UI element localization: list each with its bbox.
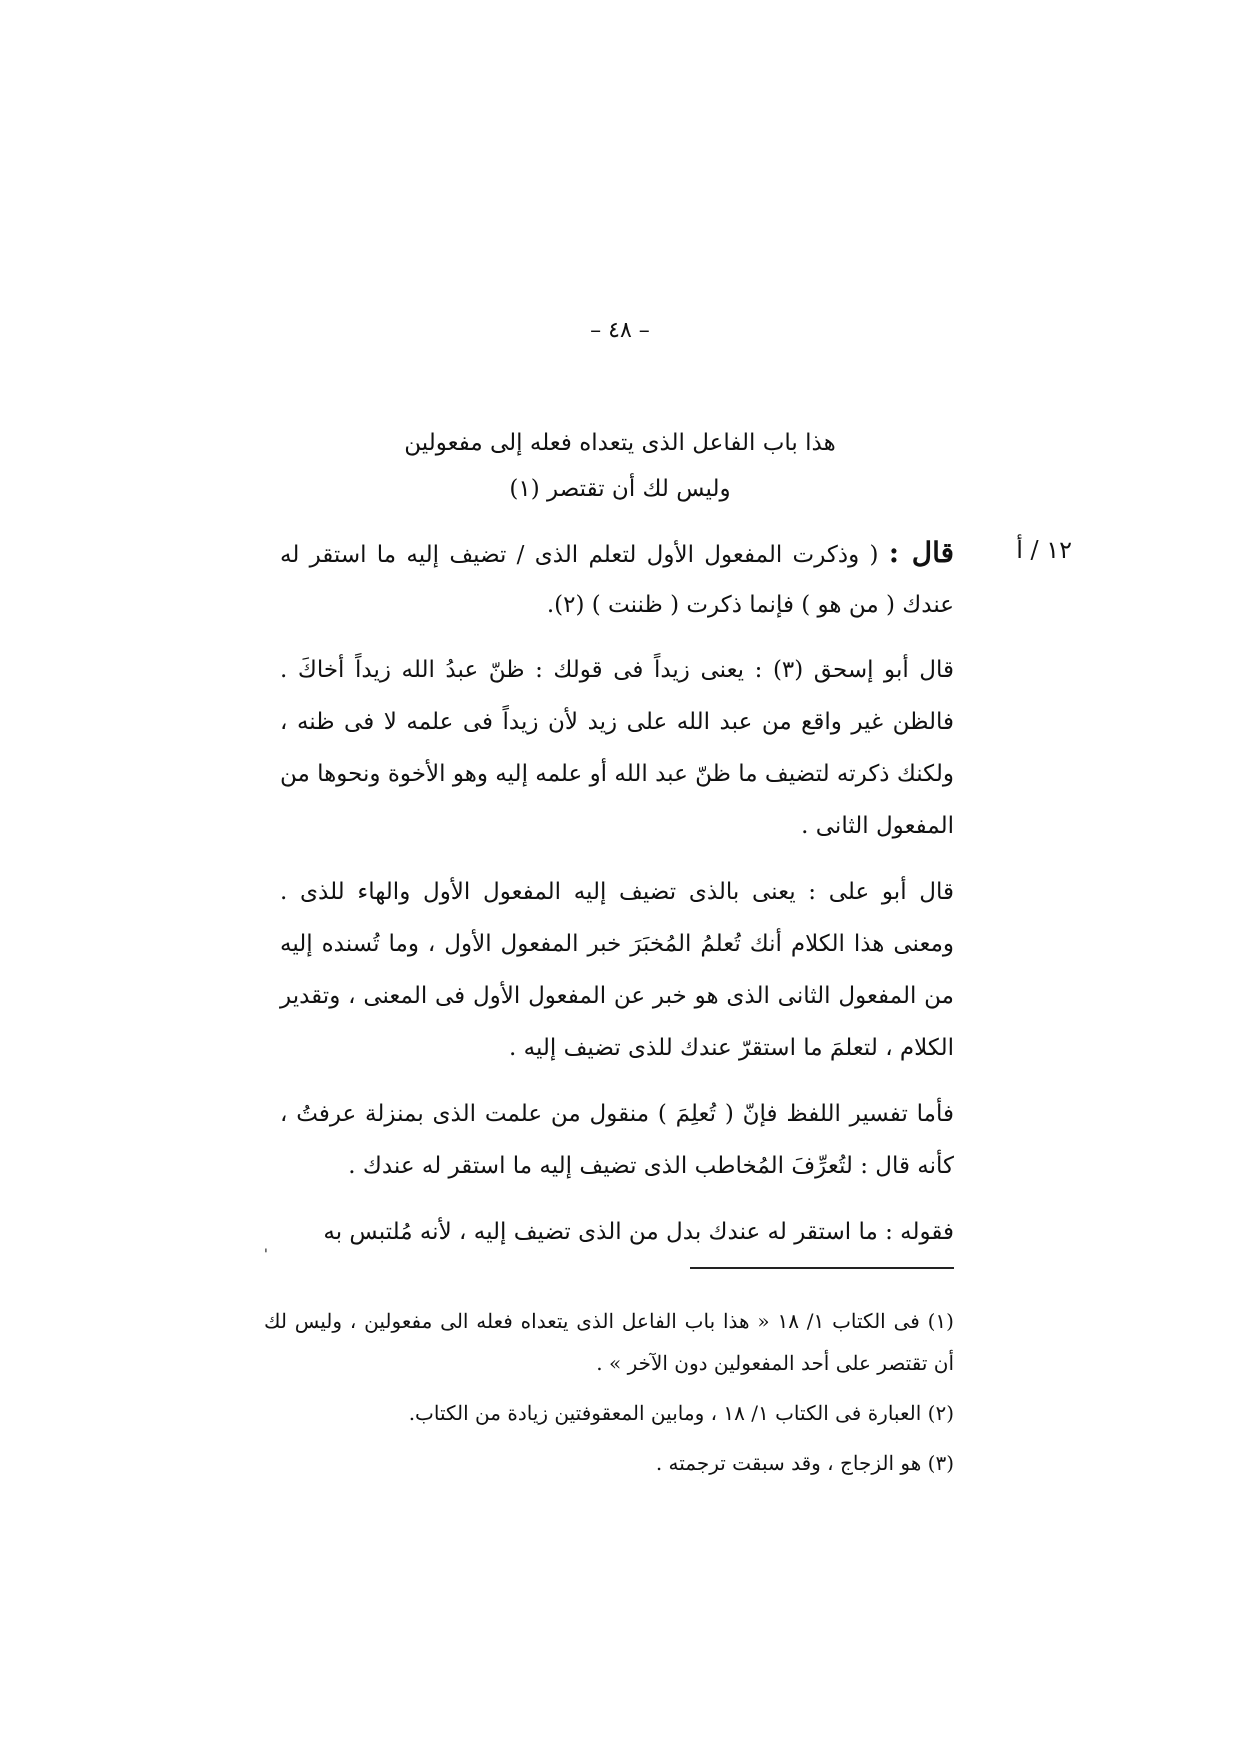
stray-mark: ' xyxy=(264,1247,268,1263)
commentary-word-explanation: فأما تفسير اللفظ فإنّ ( تُعلِمَ ) منقول من علمت الذى بمنزلة عرفتُ ، كأنه قال : لتُعرِّفَ المُخاطب الذى تضيف إليه ما استقر له عندك . xyxy=(280,1101,954,1179)
quote-text: ( وذكرت المفعول الأول لتعلم الذى / تضيف إليه ما استقر له عندك ( من هو ) فإنما ذكرت ( ظننت ) (٢). xyxy=(280,542,954,618)
chapter-heading xyxy=(340,420,900,512)
quote-label: قال : xyxy=(888,536,955,569)
footnotes xyxy=(264,1300,954,1492)
commentary-abu-ishaq: قال أبو إسحق (٣) : يعنى زيداً فى قولك : ظنّ عبدُ الله زيداً أخاكَ . فالظن غير واقع من عبد الله على زيد لأن زيداً فى علمه لا فى ظنه ، ولكنك ذكرته لتضيف ما ظنّ عبد الله أو علمه إليه وهو الأخوة ونحوها من المفعول الثانى . xyxy=(280,657,955,839)
footnote-separator xyxy=(690,1267,954,1269)
manuscript-folio-reference: ١٢ / أ xyxy=(1016,536,1072,564)
quoted-passage xyxy=(280,528,954,630)
main-text xyxy=(280,528,954,1272)
footnote-2: (٢) العبارة فى الكتاب ١/ ١٨ ، ومابين المعقوفتين زيادة من الكتاب. xyxy=(408,1401,954,1425)
chapter-heading-line-1: هذا باب الفاعل الذى يتعداه فعله إلى مفعولين xyxy=(404,430,836,456)
chapter-heading-line-2: وليس لك أن تقتصر (١) xyxy=(509,476,731,502)
footnote-1: (١) فى الكتاب ١/ ١٨ « هذا باب الفاعل الذى يتعداه فعله الى مفعولين ، وليس لك أن تقتصر على أحد المفعولين دون الآخر » . xyxy=(264,1309,954,1375)
commentary-abu-ali: قال أبو على : يعنى بالذى تضيف إليه المفعول الأول والهاء للذى . ومعنى هذا الكلام أنك تُعلمُ المُخبَرَ خبر المفعول الأول ، وما تُسنده إليه من المفعول الثانى الذى هو خبر عن المفعول الأول فى المعنى ، وتقدير الكلام ، لتعلمَ ما استقرّ عندك للذى تضيف إليه . xyxy=(280,879,954,1061)
page-number: – ٤٨ – xyxy=(590,318,650,343)
commentary-continuation: فقوله : ما استقر له عندك بدل من الذى تضيف إليه ، لأنه مُلتبس به xyxy=(323,1219,954,1245)
footnote-3: (٣) هو الزجاج ، وقد سبقت ترجمته . xyxy=(655,1451,954,1475)
